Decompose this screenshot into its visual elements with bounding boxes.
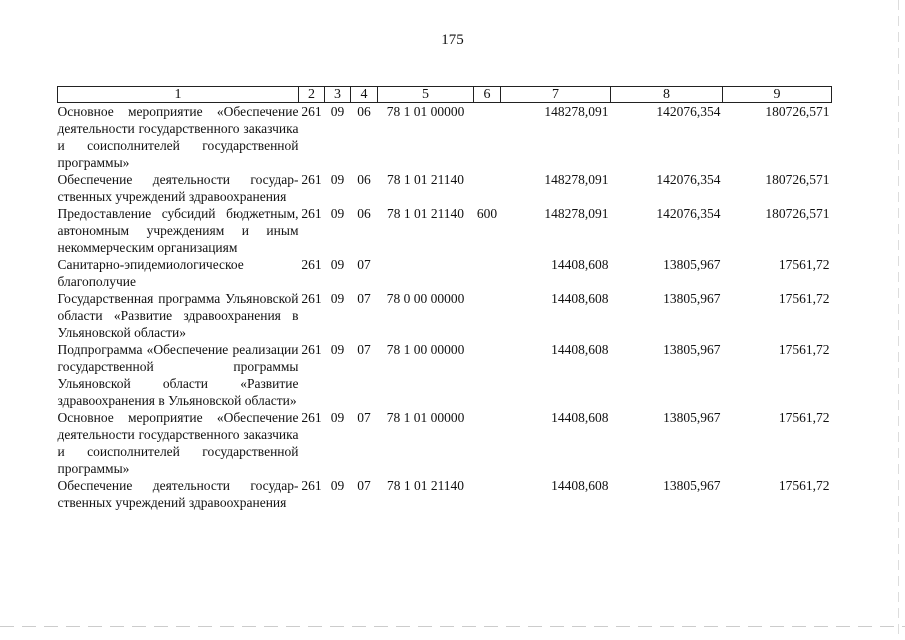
amount-year-2: 13805,967 <box>663 257 721 272</box>
expense-type-code <box>474 171 501 205</box>
amount-year-2: 142076,354 <box>656 104 721 119</box>
amount-year-2: 142076,354 <box>656 172 721 187</box>
amount-year-3: 17561,72 <box>778 342 830 357</box>
budget-table <box>57 86 832 511</box>
expense-type-code <box>474 103 501 172</box>
header-row <box>58 87 832 103</box>
amount-year-3: 180726,571 <box>765 104 830 119</box>
target-article-code: 78 0 00 00000 <box>386 291 465 306</box>
header-cell: 6 <box>474 87 501 103</box>
item-name: Подпрограмма «Обеспечение реализации государственной программы Ульяновской области «Развитие здравоохранения в Ульяновской области» <box>57 342 299 408</box>
section-code: 09 <box>330 478 345 493</box>
target-article-code: 78 1 01 21140 <box>386 172 465 187</box>
subsection-code: 07 <box>357 342 371 357</box>
grbs-code: 261 <box>301 257 322 272</box>
item-name: Обеспечение деятельности государственных учреждений здравоохранения <box>57 478 299 510</box>
amount-year-3: 17561,72 <box>778 257 830 272</box>
section-code: 09 <box>330 291 345 306</box>
item-name: Обеспечение деятельности государственных учреждений здравоохранения <box>57 172 299 204</box>
header-cell: 9 <box>723 87 832 103</box>
item-name: Государственная программа Ульяновской области «Развитие здравоохранения в Ульяновской области» <box>57 291 299 340</box>
amount-year-3: 17561,72 <box>778 478 830 493</box>
item-name: Предоставление субсидий бюджетным, автономным учреждениям и иным некоммерческим организациям <box>57 206 299 255</box>
amount-year-2: 13805,967 <box>663 410 721 425</box>
section-code: 09 <box>330 342 345 357</box>
item-name: Основное мероприятие «Обеспечение деятельности государственного заказчика и соисполнителей государственной программы» <box>57 104 299 170</box>
section-code: 09 <box>330 410 345 425</box>
amount-year-2: 13805,967 <box>663 342 721 357</box>
header-cell: 1 <box>58 87 299 103</box>
amount-year-2: 13805,967 <box>663 478 721 493</box>
amount-year-3: 17561,72 <box>778 291 830 306</box>
section-code: 09 <box>330 172 345 187</box>
amount-year-2: 142076,354 <box>656 206 721 221</box>
table-row <box>58 171 832 205</box>
target-article-code: 78 1 01 00000 <box>386 104 465 119</box>
table-row <box>58 409 832 477</box>
section-code: 09 <box>330 206 345 221</box>
amount-year-1: 14408,608 <box>551 410 609 425</box>
table-row <box>58 341 832 409</box>
target-article-code: 78 1 01 21140 <box>386 206 465 221</box>
target-article-code: 78 1 01 21140 <box>386 478 465 493</box>
header-cell: 8 <box>611 87 723 103</box>
table-row <box>58 103 832 172</box>
header-cell: 7 <box>501 87 611 103</box>
expense-type-code: 600 <box>476 206 498 221</box>
header-cell: 4 <box>351 87 378 103</box>
amount-year-1: 14408,608 <box>551 478 609 493</box>
grbs-code: 261 <box>301 342 322 357</box>
subsection-code: 06 <box>357 104 371 119</box>
amount-year-1: 14408,608 <box>551 257 609 272</box>
expense-type-code <box>474 477 501 511</box>
amount-year-1: 148278,091 <box>544 172 609 187</box>
subsection-code: 07 <box>357 478 371 493</box>
expense-type-code <box>474 256 501 290</box>
amount-year-1: 148278,091 <box>544 206 609 221</box>
amount-year-2: 13805,967 <box>663 291 721 306</box>
grbs-code: 261 <box>301 206 322 221</box>
subsection-code: 07 <box>357 291 371 306</box>
scan-edge-bottom <box>0 626 905 627</box>
amount-year-1: 14408,608 <box>551 342 609 357</box>
amount-year-3: 180726,571 <box>765 206 830 221</box>
target-article-code: 78 1 01 00000 <box>386 410 465 425</box>
header-cell: 5 <box>378 87 474 103</box>
grbs-code: 261 <box>301 291 322 306</box>
subsection-code: 06 <box>357 206 371 221</box>
subsection-code: 06 <box>357 172 371 187</box>
expense-type-code <box>474 290 501 341</box>
grbs-code: 261 <box>301 410 322 425</box>
expense-type-code <box>474 409 501 477</box>
grbs-code: 261 <box>301 172 322 187</box>
grbs-code: 261 <box>301 104 322 119</box>
header-cell: 2 <box>299 87 325 103</box>
section-code: 09 <box>330 104 345 119</box>
amount-year-1: 14408,608 <box>551 291 609 306</box>
expense-type-code <box>474 341 501 409</box>
target-article-code: 78 1 00 00000 <box>386 342 465 357</box>
table-row <box>58 477 832 511</box>
grbs-code: 261 <box>301 478 322 493</box>
page-number: 175 <box>441 32 464 48</box>
item-name: Основное мероприятие «Обеспечение деятельности государственного заказчика и соисполнителей государственной программы» <box>57 410 299 476</box>
scan-edge-right <box>898 0 899 640</box>
item-name: Санитарно-эпидемиологическое благополучие <box>57 257 244 289</box>
table-row <box>58 256 832 290</box>
table-row <box>58 290 832 341</box>
header-cell: 3 <box>325 87 351 103</box>
target-article-code <box>378 256 474 290</box>
subsection-code: 07 <box>357 410 371 425</box>
amount-year-3: 180726,571 <box>765 172 830 187</box>
amount-year-1: 148278,091 <box>544 104 609 119</box>
table-row <box>58 205 832 256</box>
section-code: 09 <box>330 257 345 272</box>
subsection-code: 07 <box>357 257 371 272</box>
amount-year-3: 17561,72 <box>778 410 830 425</box>
